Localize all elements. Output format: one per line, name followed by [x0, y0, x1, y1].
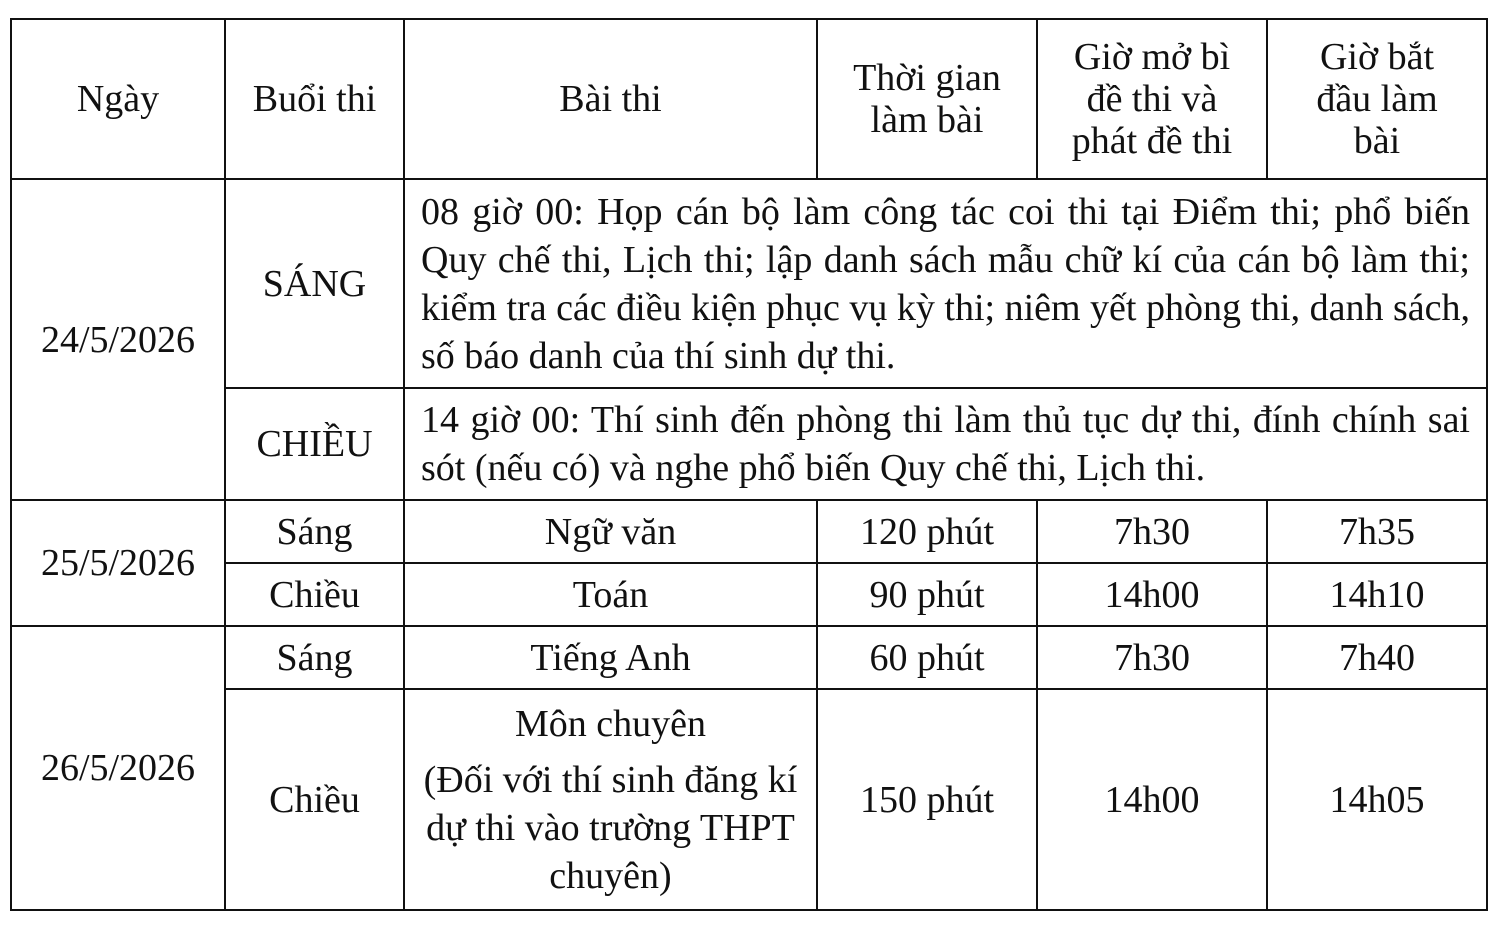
table-row	[11, 388, 1487, 500]
session-cell: Chiều	[225, 689, 404, 910]
duration-cell: 120 phút	[817, 500, 1037, 563]
header-start-time: Giờ bắt đầu làm bài	[1267, 19, 1487, 179]
start-time-cell: 7h35	[1267, 500, 1487, 563]
duration-cell: 90 phút	[817, 563, 1037, 626]
header-date: Ngày	[11, 19, 225, 179]
table-row	[11, 500, 1487, 563]
day1-morning-note: 08 giờ 00: Họp cán bộ làm công tác coi thi tại Điểm thi; phổ biến Quy chế thi, Lịch thi; lập danh sách mẫu chữ kí của cán bộ làm thi; kiểm tra các điều kiện phục vụ kỳ thi; niêm yết phòng thi, danh sách, số báo danh của thí sinh dự thi.	[404, 179, 1487, 388]
day1-morning-session: SÁNG	[225, 179, 404, 388]
open-time-cell: 14h00	[1037, 689, 1267, 910]
header-session: Buổi thi	[225, 19, 404, 179]
session-cell: Chiều	[225, 563, 404, 626]
start-time-cell: 14h05	[1267, 689, 1487, 910]
exam-cell: Toán	[404, 563, 817, 626]
open-time-cell: 7h30	[1037, 626, 1267, 689]
day1-afternoon-note: 14 giờ 00: Thí sinh đến phòng thi làm thủ tục dự thi, đính chính sai sót (nếu có) và nghe phổ biến Quy chế thi, Lịch thi.	[404, 388, 1487, 500]
day2-date: 25/5/2026	[11, 500, 225, 626]
specialized-exam-note: (Đối với thí sinh đăng kí dự thi vào trường THPT chuyên)	[423, 758, 798, 897]
exam-cell: Tiếng Anh	[404, 626, 817, 689]
header-duration: Thời gian làm bài	[817, 19, 1037, 179]
exam-cell-specialized	[404, 689, 817, 910]
start-time-cell: 14h10	[1267, 563, 1487, 626]
open-time-cell: 7h30	[1037, 500, 1267, 563]
header-exam: Bài thi	[404, 19, 817, 179]
open-time-cell: 14h00	[1037, 563, 1267, 626]
table-row	[11, 689, 1487, 910]
exam-schedule-table	[10, 18, 1488, 911]
specialized-exam-title: Môn chuyên	[514, 702, 707, 745]
session-cell: Sáng	[225, 500, 404, 563]
duration-cell: 150 phút	[817, 689, 1037, 910]
table-row	[11, 626, 1487, 689]
table-row	[11, 563, 1487, 626]
session-cell: Sáng	[225, 626, 404, 689]
duration-cell: 60 phút	[817, 626, 1037, 689]
day1-afternoon-session: CHIỀU	[225, 388, 404, 500]
header-open-time: Giờ mở bì đề thi và phát đề thi	[1037, 19, 1267, 179]
day3-date: 26/5/2026	[11, 626, 225, 910]
day1-date: 24/5/2026	[11, 179, 225, 500]
start-time-cell: 7h40	[1267, 626, 1487, 689]
table-row	[11, 179, 1487, 388]
exam-cell: Ngữ văn	[404, 500, 817, 563]
header-row	[11, 19, 1487, 179]
